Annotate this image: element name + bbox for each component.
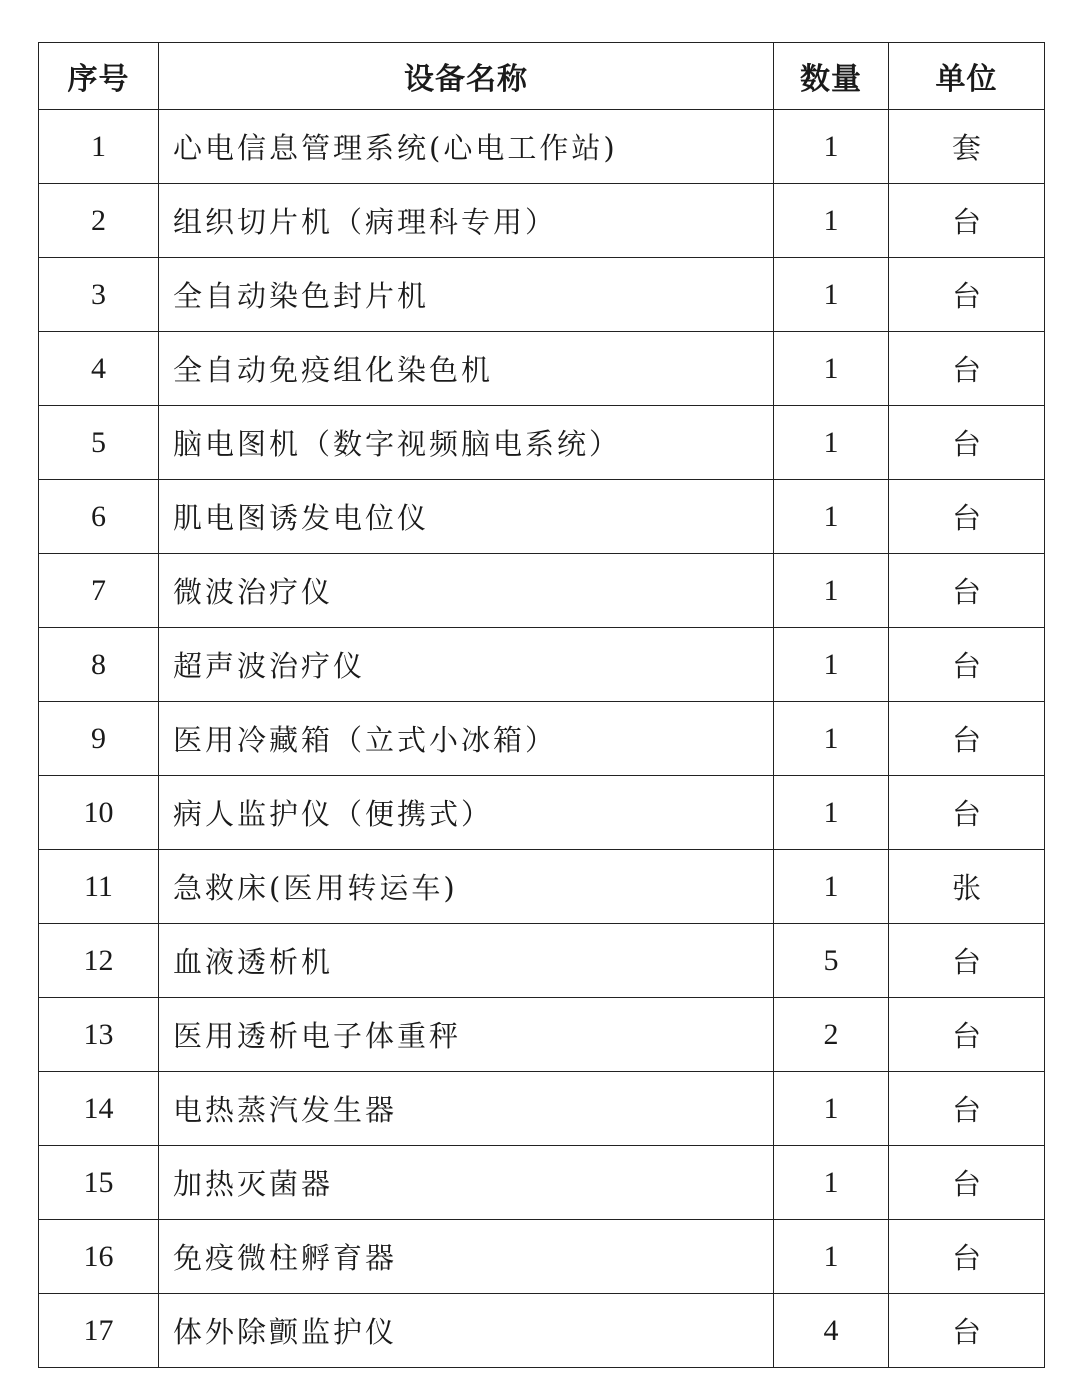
cell-quantity: 1 bbox=[774, 850, 889, 924]
header-equipment-name: 设备名称 bbox=[159, 43, 774, 110]
cell-unit: 台 bbox=[889, 1072, 1045, 1146]
cell-unit: 台 bbox=[889, 776, 1045, 850]
cell-unit: 台 bbox=[889, 628, 1045, 702]
cell-equipment-name: 加热灭菌器 bbox=[159, 1146, 774, 1220]
cell-quantity: 1 bbox=[774, 406, 889, 480]
cell-serial-number: 8 bbox=[39, 628, 159, 702]
cell-quantity: 1 bbox=[774, 258, 889, 332]
cell-unit: 台 bbox=[889, 554, 1045, 628]
equipment-table-container bbox=[38, 42, 1044, 1368]
cell-serial-number: 14 bbox=[39, 1072, 159, 1146]
table-row bbox=[39, 1146, 1045, 1220]
cell-serial-number: 3 bbox=[39, 258, 159, 332]
cell-equipment-name: 血液透析机 bbox=[159, 924, 774, 998]
cell-equipment-name: 组织切片机（病理科专用） bbox=[159, 184, 774, 258]
cell-equipment-name: 全自动染色封片机 bbox=[159, 258, 774, 332]
cell-equipment-name: 免疫微柱孵育器 bbox=[159, 1220, 774, 1294]
cell-unit: 台 bbox=[889, 998, 1045, 1072]
cell-quantity: 1 bbox=[774, 332, 889, 406]
cell-quantity: 2 bbox=[774, 998, 889, 1072]
cell-quantity: 1 bbox=[774, 702, 889, 776]
table-row bbox=[39, 480, 1045, 554]
cell-unit: 台 bbox=[889, 924, 1045, 998]
cell-unit: 台 bbox=[889, 1220, 1045, 1294]
cell-serial-number: 10 bbox=[39, 776, 159, 850]
cell-unit: 台 bbox=[889, 406, 1045, 480]
cell-unit: 台 bbox=[889, 258, 1045, 332]
cell-quantity: 1 bbox=[774, 1220, 889, 1294]
cell-unit: 台 bbox=[889, 1294, 1045, 1368]
table-row bbox=[39, 1294, 1045, 1368]
cell-serial-number: 5 bbox=[39, 406, 159, 480]
cell-quantity: 1 bbox=[774, 1146, 889, 1220]
table-row bbox=[39, 258, 1045, 332]
cell-quantity: 1 bbox=[774, 184, 889, 258]
header-unit: 单位 bbox=[889, 43, 1045, 110]
cell-unit: 套 bbox=[889, 110, 1045, 184]
cell-quantity: 1 bbox=[774, 554, 889, 628]
cell-equipment-name: 肌电图诱发电位仪 bbox=[159, 480, 774, 554]
cell-quantity: 5 bbox=[774, 924, 889, 998]
cell-equipment-name: 电热蒸汽发生器 bbox=[159, 1072, 774, 1146]
cell-unit: 台 bbox=[889, 702, 1045, 776]
table-row bbox=[39, 850, 1045, 924]
cell-equipment-name: 超声波治疗仪 bbox=[159, 628, 774, 702]
header-serial-number: 序号 bbox=[39, 43, 159, 110]
cell-unit: 张 bbox=[889, 850, 1045, 924]
cell-serial-number: 15 bbox=[39, 1146, 159, 1220]
cell-equipment-name: 医用冷藏箱（立式小冰箱） bbox=[159, 702, 774, 776]
cell-equipment-name: 脑电图机（数字视频脑电系统） bbox=[159, 406, 774, 480]
cell-serial-number: 13 bbox=[39, 998, 159, 1072]
cell-quantity: 1 bbox=[774, 776, 889, 850]
cell-equipment-name: 心电信息管理系统(心电工作站) bbox=[159, 110, 774, 184]
cell-unit: 台 bbox=[889, 184, 1045, 258]
table-row bbox=[39, 406, 1045, 480]
cell-quantity: 4 bbox=[774, 1294, 889, 1368]
cell-unit: 台 bbox=[889, 332, 1045, 406]
cell-quantity: 1 bbox=[774, 628, 889, 702]
cell-serial-number: 12 bbox=[39, 924, 159, 998]
cell-quantity: 1 bbox=[774, 480, 889, 554]
cell-serial-number: 2 bbox=[39, 184, 159, 258]
cell-serial-number: 11 bbox=[39, 850, 159, 924]
table-row bbox=[39, 924, 1045, 998]
cell-serial-number: 17 bbox=[39, 1294, 159, 1368]
cell-equipment-name: 病人监护仪（便携式） bbox=[159, 776, 774, 850]
table-row bbox=[39, 702, 1045, 776]
cell-equipment-name: 微波治疗仪 bbox=[159, 554, 774, 628]
cell-serial-number: 16 bbox=[39, 1220, 159, 1294]
table-row bbox=[39, 1072, 1045, 1146]
cell-unit: 台 bbox=[889, 1146, 1045, 1220]
cell-serial-number: 7 bbox=[39, 554, 159, 628]
cell-serial-number: 9 bbox=[39, 702, 159, 776]
table-row bbox=[39, 998, 1045, 1072]
table-row bbox=[39, 776, 1045, 850]
table-row bbox=[39, 1220, 1045, 1294]
cell-serial-number: 4 bbox=[39, 332, 159, 406]
header-quantity: 数量 bbox=[774, 43, 889, 110]
equipment-table bbox=[38, 42, 1045, 1368]
table-row bbox=[39, 554, 1045, 628]
table-row bbox=[39, 184, 1045, 258]
table-row bbox=[39, 110, 1045, 184]
cell-equipment-name: 急救床(医用转运车) bbox=[159, 850, 774, 924]
table-header-row bbox=[39, 43, 1045, 110]
cell-unit: 台 bbox=[889, 480, 1045, 554]
cell-equipment-name: 医用透析电子体重秤 bbox=[159, 998, 774, 1072]
cell-serial-number: 1 bbox=[39, 110, 159, 184]
cell-equipment-name: 体外除颤监护仪 bbox=[159, 1294, 774, 1368]
cell-equipment-name: 全自动免疫组化染色机 bbox=[159, 332, 774, 406]
cell-quantity: 1 bbox=[774, 110, 889, 184]
cell-serial-number: 6 bbox=[39, 480, 159, 554]
cell-quantity: 1 bbox=[774, 1072, 889, 1146]
table-row bbox=[39, 628, 1045, 702]
table-row bbox=[39, 332, 1045, 406]
